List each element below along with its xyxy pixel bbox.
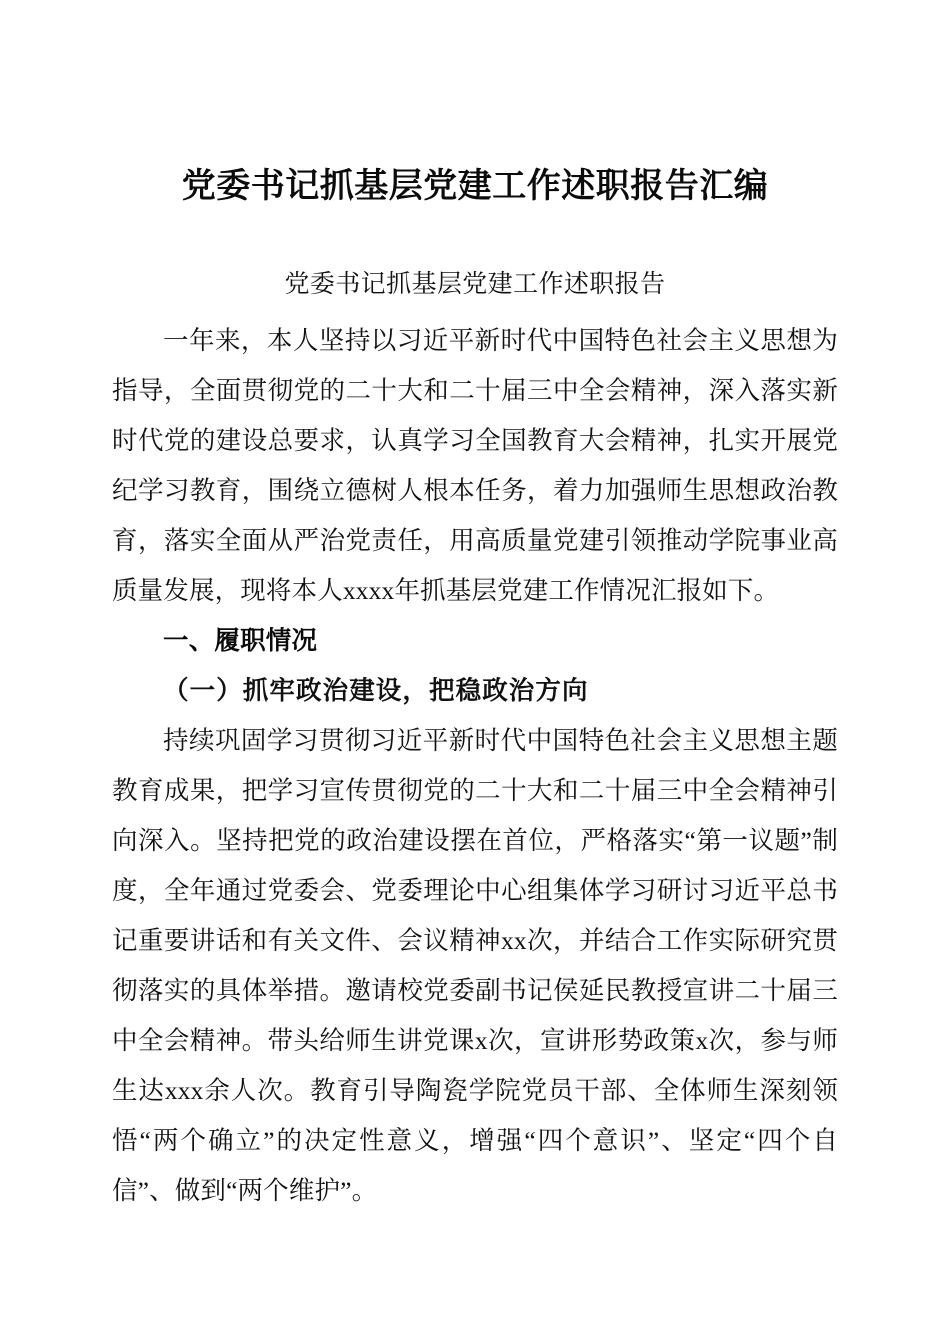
intro-paragraph: 一年来，本人坚持以习近平新时代中国特色社会主义思想为指导，全面贯彻党的二十大和二十届三中全会精神，深入落实新时代党的建设总要求，认真学习全国教育大会精神，扎实开展党纪学习教育，围绕立德树人根本任务，着力加强师生思想政治教育，落实全面从严治党责任，用高质量党建引领推动学院事业高质量发展，现将本人xxxx年抓基层党建工作情况汇报如下。: [112, 326, 838, 605]
subsection-one-1-body: 持续巩固学习贯彻习近平新时代中国特色社会主义思想主题教育成果，把学习宣传贯彻党的二十大和二十届三中全会精神引向深入。坚持把党的政治建设摆在首位，严格落实“第一议题”制度，全年通过党委会、党委理论中心组集体学习研讨习近平总书记重要讲话和有关文件、会议精神xx次，并结合工作实际研究贯彻落实的具体举措。邀请校党委副书记侯延民教授宣讲二十届三中全会精神。带头给师生讲党课x次，宣讲形势政策x次，参与师生达xxx余人次。教育引导陶瓷学院党员干部、全体师生深刻领悟“两个确立”的决定性意义，增强“四个意识”、坚定“四个自信”、做到“两个维护”。: [112, 726, 838, 1205]
subsection-heading-one-1: （一）抓牢政治建设，把稳政治方向: [163, 676, 589, 705]
document-title: 党委书记抓基层党建工作述职报告汇编: [181, 167, 769, 205]
document-subtitle: 党委书记抓基层党建工作述职报告: [284, 271, 666, 298]
section-heading-one: 一、履职情况: [163, 627, 318, 655]
